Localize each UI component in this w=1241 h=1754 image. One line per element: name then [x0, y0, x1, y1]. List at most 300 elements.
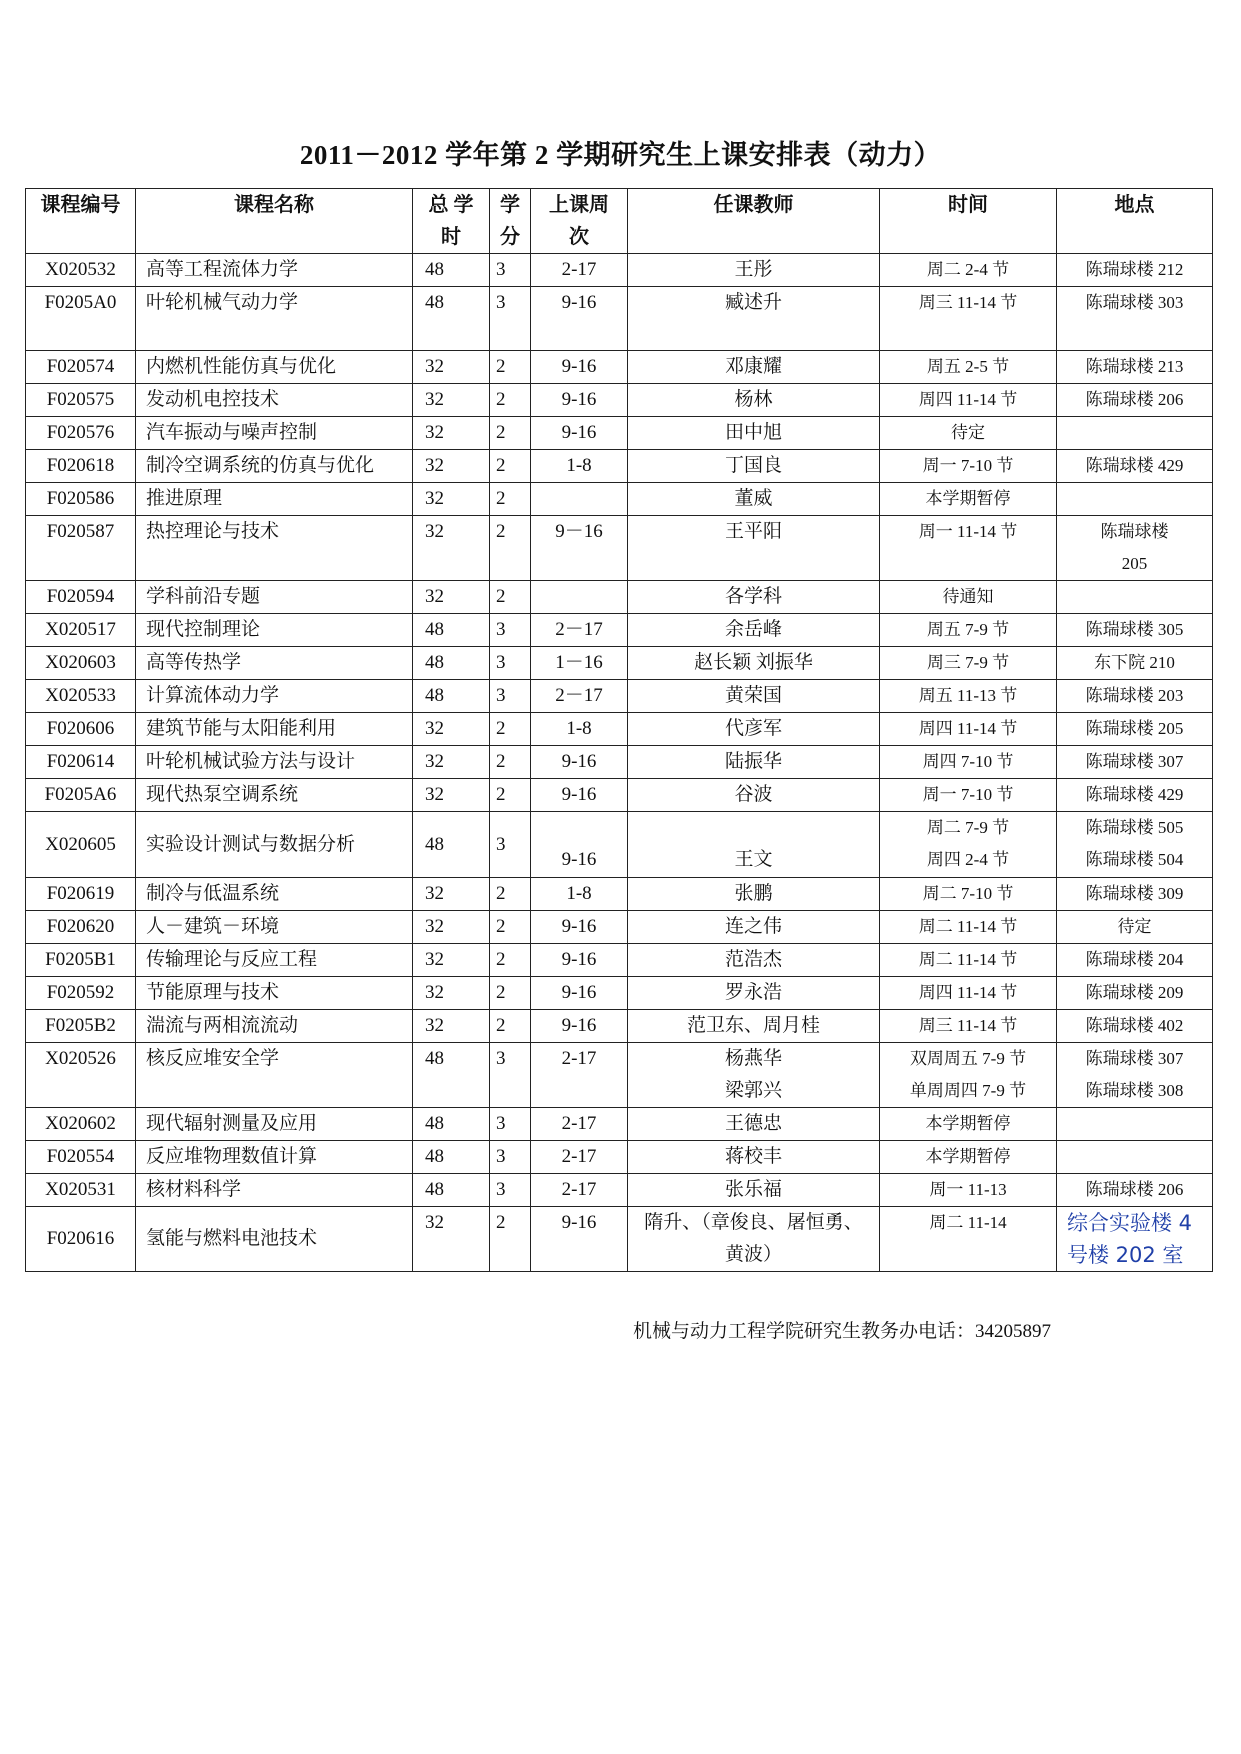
hours-text: 32: [425, 949, 444, 970]
cell-weeks: [531, 647, 628, 680]
place-text: 陈瑞球楼 429: [1085, 456, 1184, 475]
cell-weeks: [531, 1141, 628, 1174]
place-text: 陈瑞球楼 204: [1085, 950, 1184, 969]
teacher-text: 余岳峰: [724, 619, 782, 640]
cell-hours: [413, 1207, 490, 1272]
name-text: 建筑节能与太阳能利用: [146, 718, 337, 739]
teacher-text: 隋升、（章俊良、屠恒勇、: [644, 1212, 863, 1233]
cell-teacher: [628, 417, 880, 450]
credits-text: 2: [496, 422, 506, 443]
cell-credits: [490, 1141, 531, 1174]
cell-credits: [490, 581, 531, 614]
cell-name: [136, 911, 413, 944]
cell-hours: [413, 483, 490, 516]
cell-weeks: [531, 1207, 628, 1272]
weeks-text: 9－16: [555, 521, 603, 542]
cell-place: [1057, 680, 1213, 713]
table-row: [26, 384, 1213, 417]
cell-code: [26, 450, 136, 483]
cell-weeks: [531, 417, 628, 450]
cell-code: [26, 647, 136, 680]
teacher-text: 王德忠: [724, 1113, 782, 1134]
cell-hours: [413, 1010, 490, 1043]
table-row: [26, 1141, 1213, 1174]
time-text: 周五 7-9 节: [926, 620, 1010, 639]
cell-code: [26, 911, 136, 944]
cell-time: [880, 516, 1057, 581]
cell-weeks: [531, 581, 628, 614]
weeks-text: 2-17: [561, 1113, 597, 1134]
cell-hours: [413, 944, 490, 977]
cell-credits: [490, 351, 531, 384]
hours-text: 32: [425, 422, 444, 443]
cell-name: [136, 614, 413, 647]
cell-time: [880, 450, 1057, 483]
credits-text: 3: [496, 619, 506, 640]
time-text: 周五 11-13 节: [918, 686, 1018, 705]
teacher-text: 谷波: [734, 784, 773, 805]
table-row: [26, 516, 1213, 581]
cell-place: [1057, 516, 1213, 581]
time-text: 周四 11-14 节: [918, 983, 1018, 1002]
cell-name: [136, 746, 413, 779]
credits-text: 3: [496, 259, 506, 280]
time-text: 周一 7-10 节: [922, 456, 1014, 475]
hours-text: 48: [425, 259, 444, 280]
cell-name: [136, 779, 413, 812]
credits-text: 3: [496, 292, 506, 313]
cell-teacher: [628, 1141, 880, 1174]
hours-text: 32: [425, 883, 444, 904]
cell-hours: [413, 680, 490, 713]
cell-place: [1057, 1043, 1213, 1108]
cell-weeks: [531, 384, 628, 417]
cell-hours: [413, 287, 490, 351]
place-text: 陈瑞球楼 303: [1085, 293, 1184, 312]
cell-time: [880, 911, 1057, 944]
cell-credits: [490, 944, 531, 977]
cell-credits: [490, 417, 531, 450]
time-text: 周三 11-14 节: [918, 1016, 1018, 1035]
cell-hours: [413, 647, 490, 680]
place-text: 陈瑞球楼 205: [1085, 719, 1184, 738]
cell-time: [880, 1010, 1057, 1043]
cell-place: [1057, 713, 1213, 746]
cell-hours: [413, 417, 490, 450]
cell-teacher: [628, 1108, 880, 1141]
cell-time: [880, 680, 1057, 713]
cell-weeks: [531, 483, 628, 516]
cell-name: [136, 254, 413, 287]
cell-code: [26, 944, 136, 977]
cell-name: [136, 1174, 413, 1207]
place-text: 陈瑞球楼 309: [1085, 884, 1184, 903]
cell-place: [1057, 1174, 1213, 1207]
table-row: [26, 779, 1213, 812]
place-text: 陈瑞球楼 213: [1085, 357, 1184, 376]
weeks-text: 9-16: [561, 422, 597, 443]
weeks-text: 9-16: [561, 751, 597, 772]
time-text-line2: 周四 2-4 节: [926, 850, 1010, 869]
teacher-text: 蒋校丰: [724, 1146, 782, 1167]
time-text: 周二 7-10 节: [922, 884, 1014, 903]
cell-code: [26, 878, 136, 911]
header-teacher: 任课教师: [628, 189, 880, 254]
credits-text: 3: [496, 1146, 506, 1167]
credits-text: 2: [496, 586, 506, 607]
cell-credits: [490, 254, 531, 287]
cell-weeks: [531, 254, 628, 287]
table-row: [26, 287, 1213, 351]
weeks-text: 2-17: [561, 259, 597, 280]
cell-time: [880, 944, 1057, 977]
cell-teacher: [628, 384, 880, 417]
teacher-text: 张乐福: [724, 1179, 782, 1200]
cell-code: [26, 1043, 136, 1108]
time-text: 周五 2-5 节: [926, 357, 1010, 376]
cell-time: [880, 417, 1057, 450]
name-text: 制冷空调系统的仿真与优化: [146, 455, 375, 476]
time-text-line2: 单周周四 7-9 节: [909, 1081, 1027, 1100]
hours-text: 48: [425, 1146, 444, 1167]
cell-name: [136, 581, 413, 614]
cell-credits: [490, 450, 531, 483]
cell-credits: [490, 483, 531, 516]
cell-name: [136, 944, 413, 977]
teacher-text: 邓康耀: [724, 356, 782, 377]
teacher-text: 各学科: [724, 586, 782, 607]
table-row: [26, 944, 1213, 977]
teacher-text: 丁国良: [724, 455, 782, 476]
cell-teacher: [628, 1207, 880, 1272]
cell-code: [26, 287, 136, 351]
table-row: [26, 647, 1213, 680]
code-text: X020517: [45, 619, 116, 640]
cell-code: [26, 746, 136, 779]
time-text: 周二 2-4 节: [926, 260, 1010, 279]
cell-name: [136, 977, 413, 1010]
cell-teacher: [628, 483, 880, 516]
place-text: 东下院 210: [1094, 653, 1175, 672]
cell-name: [136, 1043, 413, 1108]
credits-text: 2: [496, 916, 506, 937]
cell-teacher: [628, 581, 880, 614]
time-text: 本学期暂停: [925, 1114, 1011, 1133]
place-text: 陈瑞球楼 203: [1085, 686, 1184, 705]
cell-hours: [413, 581, 490, 614]
page-title: 2011－2012 学年第 2 学期研究生上课安排表（动力）: [299, 140, 942, 170]
cell-time: [880, 713, 1057, 746]
cell-time: [880, 779, 1057, 812]
code-text: F020576: [46, 422, 115, 443]
credits-text: 2: [496, 982, 506, 1003]
cell-teacher: [628, 944, 880, 977]
cell-weeks: [531, 614, 628, 647]
cell-hours: [413, 1174, 490, 1207]
code-text: F0205B1: [45, 949, 116, 970]
place-text-line2: 205: [1121, 554, 1148, 573]
cell-name: [136, 483, 413, 516]
cell-credits: [490, 516, 531, 581]
name-text: 核反应堆安全学: [146, 1048, 280, 1069]
cell-teacher: [628, 779, 880, 812]
table-row: [26, 746, 1213, 779]
credits-text: 2: [496, 784, 506, 805]
cell-hours: [413, 746, 490, 779]
credits-text: 3: [496, 685, 506, 706]
header-code: 课程编号: [26, 189, 136, 254]
weeks-text: 2－17: [555, 685, 603, 706]
place-text: 陈瑞球楼 307: [1085, 752, 1184, 771]
cell-hours: [413, 1108, 490, 1141]
table-row: [26, 1010, 1213, 1043]
header-place: 地点: [1057, 189, 1213, 254]
cell-place: [1057, 779, 1213, 812]
cell-code: [26, 614, 136, 647]
cell-teacher: [628, 713, 880, 746]
name-text: 实验设计测试与数据分析: [146, 833, 356, 855]
cell-weeks: [531, 1174, 628, 1207]
cell-name: [136, 1010, 413, 1043]
cell-time: [880, 746, 1057, 779]
cell-teacher: [628, 1043, 880, 1108]
code-text: F020592: [46, 982, 115, 1003]
cell-credits: [490, 911, 531, 944]
hours-text: 32: [425, 356, 444, 377]
cell-place: [1057, 647, 1213, 680]
cell-code: [26, 1174, 136, 1207]
hours-text: 32: [425, 586, 444, 607]
cell-credits: [490, 878, 531, 911]
cell-name: [136, 450, 413, 483]
cell-hours: [413, 779, 490, 812]
time-text: 周一 7-10 节: [922, 785, 1014, 804]
hours-text: 48: [425, 685, 444, 706]
header-credits: 学 分: [490, 189, 531, 254]
cell-weeks: [531, 516, 628, 581]
place-text: 陈瑞球楼 307: [1085, 1049, 1184, 1068]
place-text: 综合实验楼 4: [1067, 1211, 1193, 1235]
code-text: F020616: [46, 1228, 115, 1249]
cell-teacher: [628, 911, 880, 944]
cell-teacher: [628, 254, 880, 287]
cell-time: [880, 614, 1057, 647]
cell-place: [1057, 1141, 1213, 1174]
code-text: F020618: [46, 455, 115, 476]
teacher-text: 黄荣国: [724, 685, 782, 706]
cell-name: [136, 351, 413, 384]
cell-weeks: [531, 450, 628, 483]
teacher-text: 王彤: [734, 259, 773, 280]
cell-name: [136, 878, 413, 911]
credits-text: 2: [496, 751, 506, 772]
code-text: F020554: [46, 1146, 115, 1167]
cell-time: [880, 1141, 1057, 1174]
weeks-text: 1-8: [566, 883, 592, 904]
cell-time: [880, 812, 1057, 878]
hours-text: 48: [425, 833, 444, 855]
cell-credits: [490, 1010, 531, 1043]
credits-text: 2: [496, 883, 506, 904]
cell-place: [1057, 812, 1213, 878]
cell-hours: [413, 911, 490, 944]
time-text: 周一 11-13: [929, 1180, 1007, 1199]
cell-teacher: [628, 977, 880, 1010]
code-text: X020526: [45, 1048, 116, 1069]
time-text: 双周周五 7-9 节: [909, 1049, 1027, 1068]
cell-code: [26, 516, 136, 581]
name-text: 发动机电控技术: [146, 389, 280, 410]
cell-weeks: [531, 977, 628, 1010]
table-row: [26, 1108, 1213, 1141]
cell-code: [26, 977, 136, 1010]
cell-name: [136, 812, 413, 878]
cell-teacher: [628, 647, 880, 680]
hours-text: 32: [425, 521, 444, 542]
place-text: 陈瑞球楼 402: [1085, 1016, 1184, 1035]
name-text: 热控理论与技术: [146, 521, 280, 542]
place-text: 陈瑞球楼 206: [1085, 390, 1184, 409]
code-text: F020574: [46, 356, 115, 377]
header-name: 课程名称: [136, 189, 413, 254]
cell-credits: [490, 977, 531, 1010]
cell-place: [1057, 1010, 1213, 1043]
cell-name: [136, 1141, 413, 1174]
hours-text: 48: [425, 619, 444, 640]
time-text: 周二 7-9 节: [926, 818, 1010, 837]
hours-text: 32: [425, 1015, 444, 1036]
hours-text: 48: [425, 1179, 444, 1200]
name-text: 计算流体动力学: [146, 685, 280, 706]
cell-weeks: [531, 812, 628, 878]
weeks-text: 9-16: [561, 389, 597, 410]
name-text: 汽车振动与噪声控制: [146, 422, 318, 443]
cell-code: [26, 1207, 136, 1272]
weeks-text: 9-16: [561, 1212, 597, 1233]
cell-time: [880, 977, 1057, 1010]
cell-place: [1057, 1207, 1213, 1272]
cell-teacher: [628, 812, 880, 878]
cell-time: [880, 1174, 1057, 1207]
cell-teacher: [628, 878, 880, 911]
time-text: 周二 11-14: [929, 1213, 1007, 1232]
cell-credits: [490, 1043, 531, 1108]
credits-text: 2: [496, 389, 506, 410]
cell-name: [136, 647, 413, 680]
cell-credits: [490, 713, 531, 746]
cell-place: [1057, 878, 1213, 911]
name-text: 现代辐射测量及应用: [146, 1113, 318, 1134]
place-text: 陈瑞球楼: [1100, 522, 1169, 541]
time-text: 周二 11-14 节: [918, 917, 1018, 936]
cell-weeks: [531, 1043, 628, 1108]
weeks-text: 1－16: [555, 652, 603, 673]
place-text: 待定: [1117, 917, 1152, 936]
code-text: F020575: [46, 389, 115, 410]
teacher-text: 连之伟: [724, 916, 782, 937]
name-text: 叶轮机械气动力学: [146, 292, 299, 313]
cell-weeks: [531, 287, 628, 351]
cell-place: [1057, 351, 1213, 384]
table-row: [26, 977, 1213, 1010]
hours-text: 32: [425, 1212, 444, 1233]
code-text: F020587: [46, 521, 115, 542]
teacher-text: 罗永浩: [724, 982, 782, 1003]
teacher-text: 陆振华: [724, 751, 782, 772]
time-text: 周四 7-10 节: [922, 752, 1014, 771]
credits-text: 2: [496, 1212, 506, 1233]
name-text: 节能原理与技术: [146, 982, 280, 1003]
weeks-text: 9-16: [561, 916, 597, 937]
cell-time: [880, 351, 1057, 384]
table-header-row: [26, 189, 1213, 254]
header-weeks: 上课周 次: [531, 189, 628, 254]
credits-text: 3: [496, 652, 506, 673]
name-text: 现代热泵空调系统: [146, 784, 299, 805]
teacher-text: 张鹏: [734, 883, 773, 904]
credits-text: 3: [496, 833, 506, 855]
code-text: X020603: [45, 652, 116, 673]
cell-time: [880, 384, 1057, 417]
cell-credits: [490, 1174, 531, 1207]
weeks-text: 2-17: [561, 1179, 597, 1200]
teacher-text: 王文: [734, 849, 773, 870]
name-text: 反应堆物理数值计算: [146, 1146, 318, 1167]
table-row: [26, 878, 1213, 911]
cell-teacher: [628, 1010, 880, 1043]
cell-hours: [413, 516, 490, 581]
time-text: 周四 11-14 节: [918, 719, 1018, 738]
table-row: [26, 713, 1213, 746]
cell-name: [136, 680, 413, 713]
teacher-text: 杨林: [734, 389, 773, 410]
teacher-text-line2: 黄波）: [724, 1244, 782, 1265]
cell-weeks: [531, 746, 628, 779]
credits-text: 3: [496, 1048, 506, 1069]
teacher-text: 王平阳: [724, 521, 782, 542]
credits-text: 3: [496, 1179, 506, 1200]
table-row: [26, 680, 1213, 713]
cell-name: [136, 384, 413, 417]
cell-code: [26, 779, 136, 812]
table-row: [26, 581, 1213, 614]
footer-contact: 机械与动力工程学院研究生教务办电话：34205897: [633, 1321, 1052, 1342]
cell-place: [1057, 384, 1213, 417]
cell-credits: [490, 1108, 531, 1141]
weeks-text: 1-8: [566, 455, 592, 476]
name-text: 叶轮机械试验方法与设计: [146, 751, 356, 772]
name-text: 学科前沿专题: [146, 586, 261, 607]
schedule-table: [25, 188, 1213, 1272]
hours-text: 32: [425, 488, 444, 509]
credits-text: 2: [496, 949, 506, 970]
cell-code: [26, 384, 136, 417]
cell-code: [26, 1108, 136, 1141]
teacher-text: 田中旭: [724, 422, 782, 443]
credits-text: 2: [496, 455, 506, 476]
cell-place: [1057, 417, 1213, 450]
code-text: F020594: [46, 586, 115, 607]
code-text: F020586: [46, 488, 115, 509]
table-row: [26, 1174, 1213, 1207]
cell-place: [1057, 977, 1213, 1010]
cell-name: [136, 417, 413, 450]
time-text: 本学期暂停: [925, 1147, 1011, 1166]
cell-time: [880, 254, 1057, 287]
code-text: X020532: [45, 259, 116, 280]
header-hours: 总 学 时: [413, 189, 490, 254]
cell-code: [26, 1141, 136, 1174]
